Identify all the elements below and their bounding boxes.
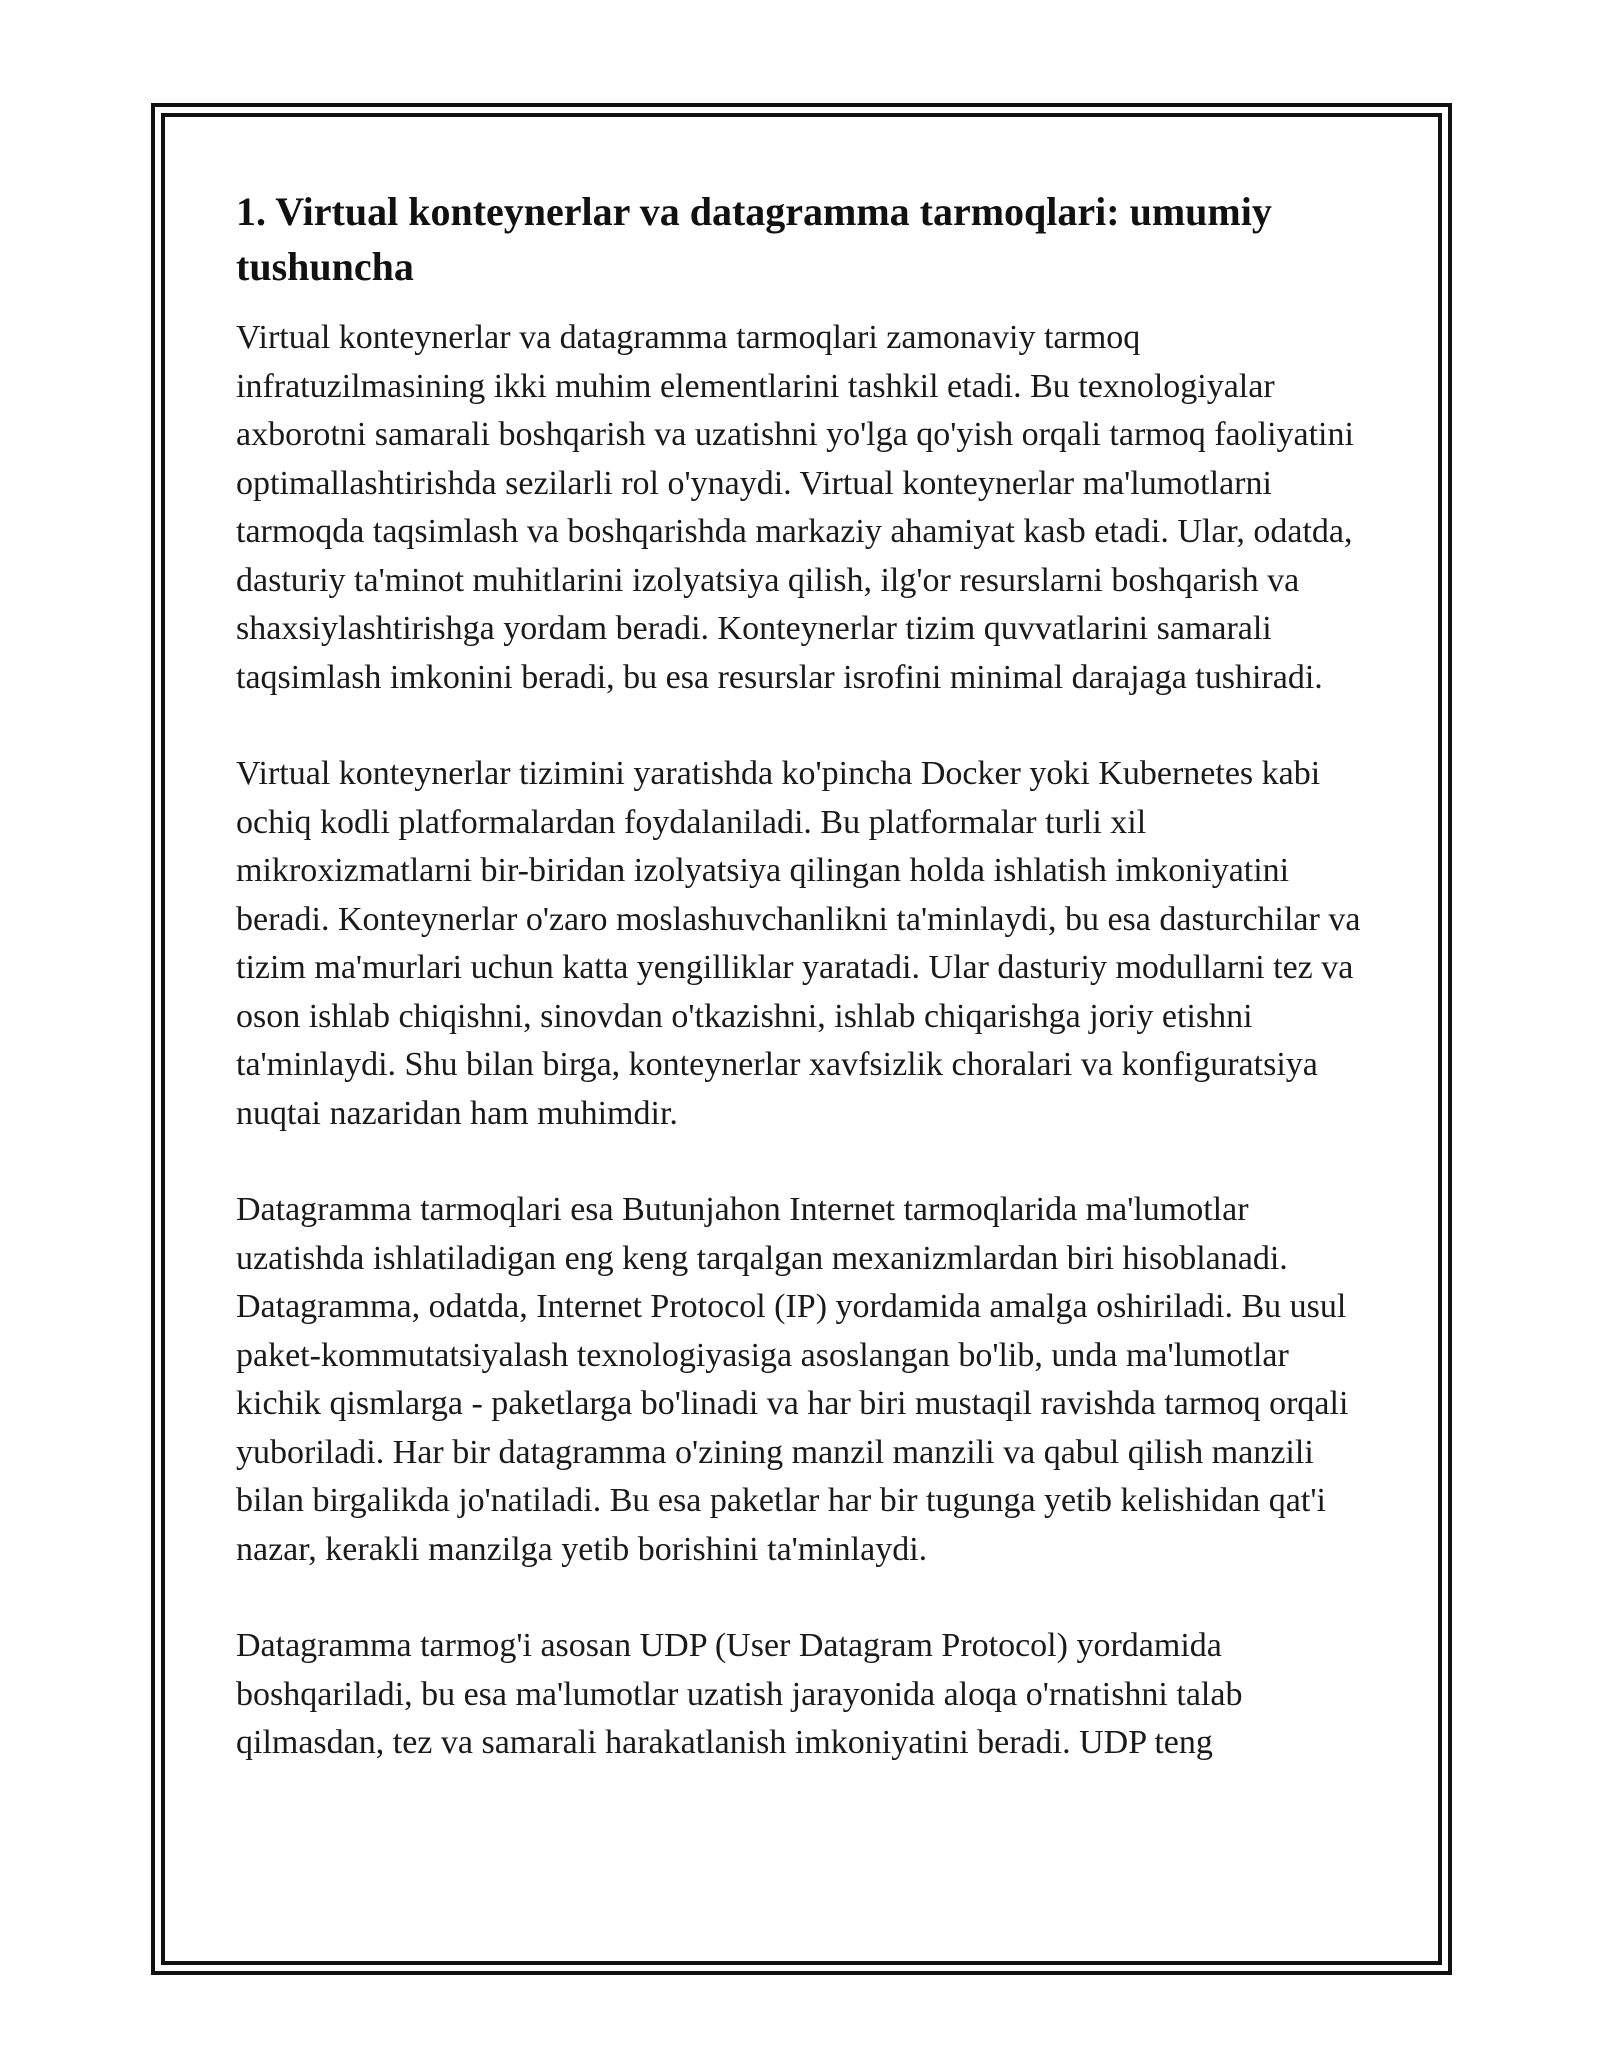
paragraph-4: Datagramma tarmog'i asosan UDP (User Datagram Protocol) yordamida boshqariladi, bu esa ma'lumotlar uzatish jarayonida aloqa o'rnatishni talab qilmasdan, tez va samarali harakatlanish imkoniyatini beradi. UDP teng [236,1627,1243,1761]
paragraph-1: Virtual konteynerlar va datagramma tarmoqlari zamonaviy tarmoq infratuzilmasining ikki muhim elementlarini tashkil etadi. Bu texnologiyalar axborotni samarali boshqarish va uzatishni yo'lga qo'yish orqali tarmoq faoliyatini optimallashtirishda sezilarli rol o'ynaydi. Virtual konteynerlar ma'lumotlarni tarmoqda taqsimlash va boshqarishda markaziy ahamiyat kasb etadi. Ular, odatda, dasturiy ta'minot muhitlarini izolyatsiya qilish, ilg'or resurslarni boshqarish va shaxsiylashtirishga yordam beradi. Konteynerlar tizim quvvatlarini samarali taqsimlash imkonini beradi, bu esa resurslar isrofini minimal darajaga tushiradi. [236,319,1354,696]
section-heading: 1. Virtual konteynerlar va datagramma tarmoqlari: umumiy tushuncha [236,189,1272,289]
paragraph-3: Datagramma tarmoqlari esa Butunjahon Internet tarmoqlarida ma'lumotlar uzatishda ishlatiladigan eng keng tarqalgan mexanizmlardan biri hisoblanadi. Datagramma, odatda, Internet Protocol (IP) yordamida amalga oshiriladi. Bu usul paket-kommutatsiyalash texnologiyasiga asoslangan bo'lib, unda ma'lumotlar kichik qismlarga - paketlarga bo'linadi va har biri mustaqil ravishda tarmoq orqali yuboriladi. Har bir datagramma o'zining manzil manzili va qabul qilish manzili bilan birgalikda jo'natiladi. Bu esa paketlar har bir tugunga yetib kelishidan qat'i nazar, kerakli manzilga yetib borishini ta'minlaydi. [236,1191,1349,1568]
paragraph-2: Virtual konteynerlar tizimini yaratishda ko'pincha Docker yoki Kubernetes kabi ochiq kodli platformalardan foydalaniladi. Bu platformalar turli xil mikroxizmatlarni bir-biridan izolyatsiya qilingan holda ishlatish imkoniyatini beradi. Konteynerlar o'zaro moslashuvchanlikni ta'minlaydi, bu esa dasturchilar va tizim ma'murlari uchun katta yengilliklar yaratadi. Ular dasturiy modullarni tez va oson ishlab chiqishni, sinovdan o'tkazishni, ishlab chiqarishga joriy etishni ta'minlaydi. Shu bilan birga, konteynerlar xavfsizlik choralari va konfiguratsiya nuqtai nazaridan ham muhimdir. [236,755,1361,1132]
document-body [236,184,1376,1816]
